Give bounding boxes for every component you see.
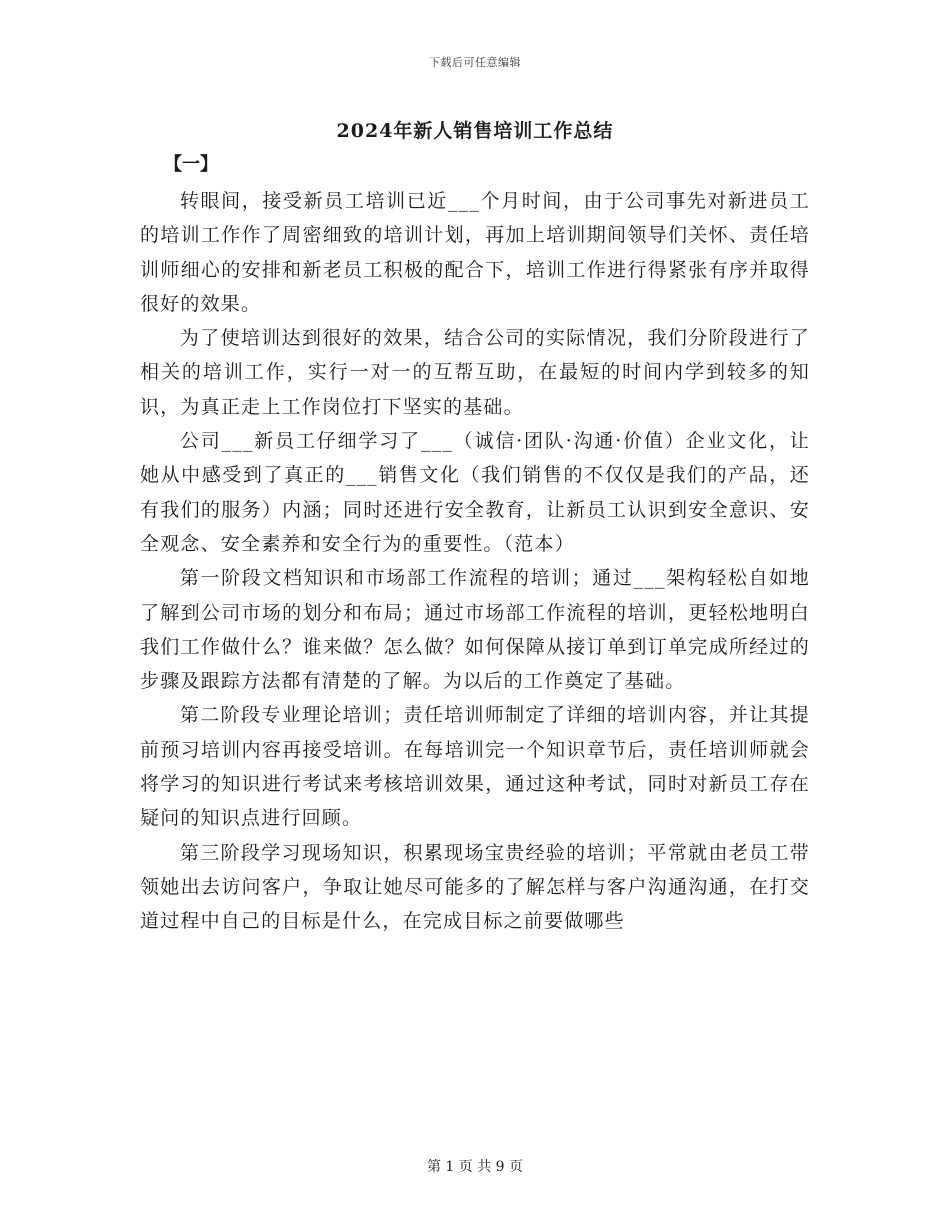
document-body: [140, 184, 810, 939]
section-marker: 【一】: [164, 154, 218, 175]
header-note: 下载后可任意编辑: [429, 56, 521, 69]
page-number: 第 1 页 共 9 页: [426, 1159, 524, 1175]
paragraph-2: 为了使培训达到很好的效果，结合公司的实际情况，我们分阶段进行了相关的培训工作，实行一对一的互帮互助，在最短的时间内学到较多的知识，为真正走上工作岗位打下坚实的基础。: [140, 327, 810, 418]
document-title: 2024年新人销售培训工作总结: [336, 120, 614, 142]
paragraph-1: 转眼间，接受新员工培训已近___个月时间，由于公司事先对新进员工的培训工作作了周密细致的培训计划，再加上培训期间领导们关怀、责任培训师细心的安排和新老员工积极的配合下，培训工作进行得紧张有序并取得很好的效果。: [140, 190, 810, 315]
paragraph-4: 第一阶段文档知识和市场部工作流程的培训；通过___架构轻松自如地了解到公司市场的划分和布局；通过市场部工作流程的培训，更轻松地明白我们工作做什么？谁来做？怎么做？如何保障从接订单到订单完成所经过的步骤及跟踪方法都有清楚的了解。为以后的工作奠定了基础。: [140, 567, 810, 693]
paragraph-3: 公司___新员工仔细学习了___（诚信·团队·沟通·价值）企业文化，让她从中感受到了真正的___销售文化（我们销售的不仅仅是我们的产品，还有我们的服务）内涵；同时还进行安全教育，让新员工认识到安全意识、安全观念、安全素养和安全行为的重要性。（范本）: [140, 430, 810, 555]
paragraph-6: 第三阶段学习现场知识，积累现场宝贵经验的培训；平常就由老员工带领她出去访问客户，争取让她尽可能多的了解怎样与客户沟通沟通，在打交道过程中自己的目标是什么，在完成目标之前要做哪些: [140, 841, 810, 933]
paragraph-5: 第二阶段专业理论培训；责任培训师制定了详细的培训内容，并让其提前预习培训内容再接受培训。在每培训完一个知识章节后，责任培训师就会将学习的知识进行考试来考核培训效果，通过这种考试，同时对新员工存在疑问的知识点进行回顾。: [140, 704, 810, 830]
